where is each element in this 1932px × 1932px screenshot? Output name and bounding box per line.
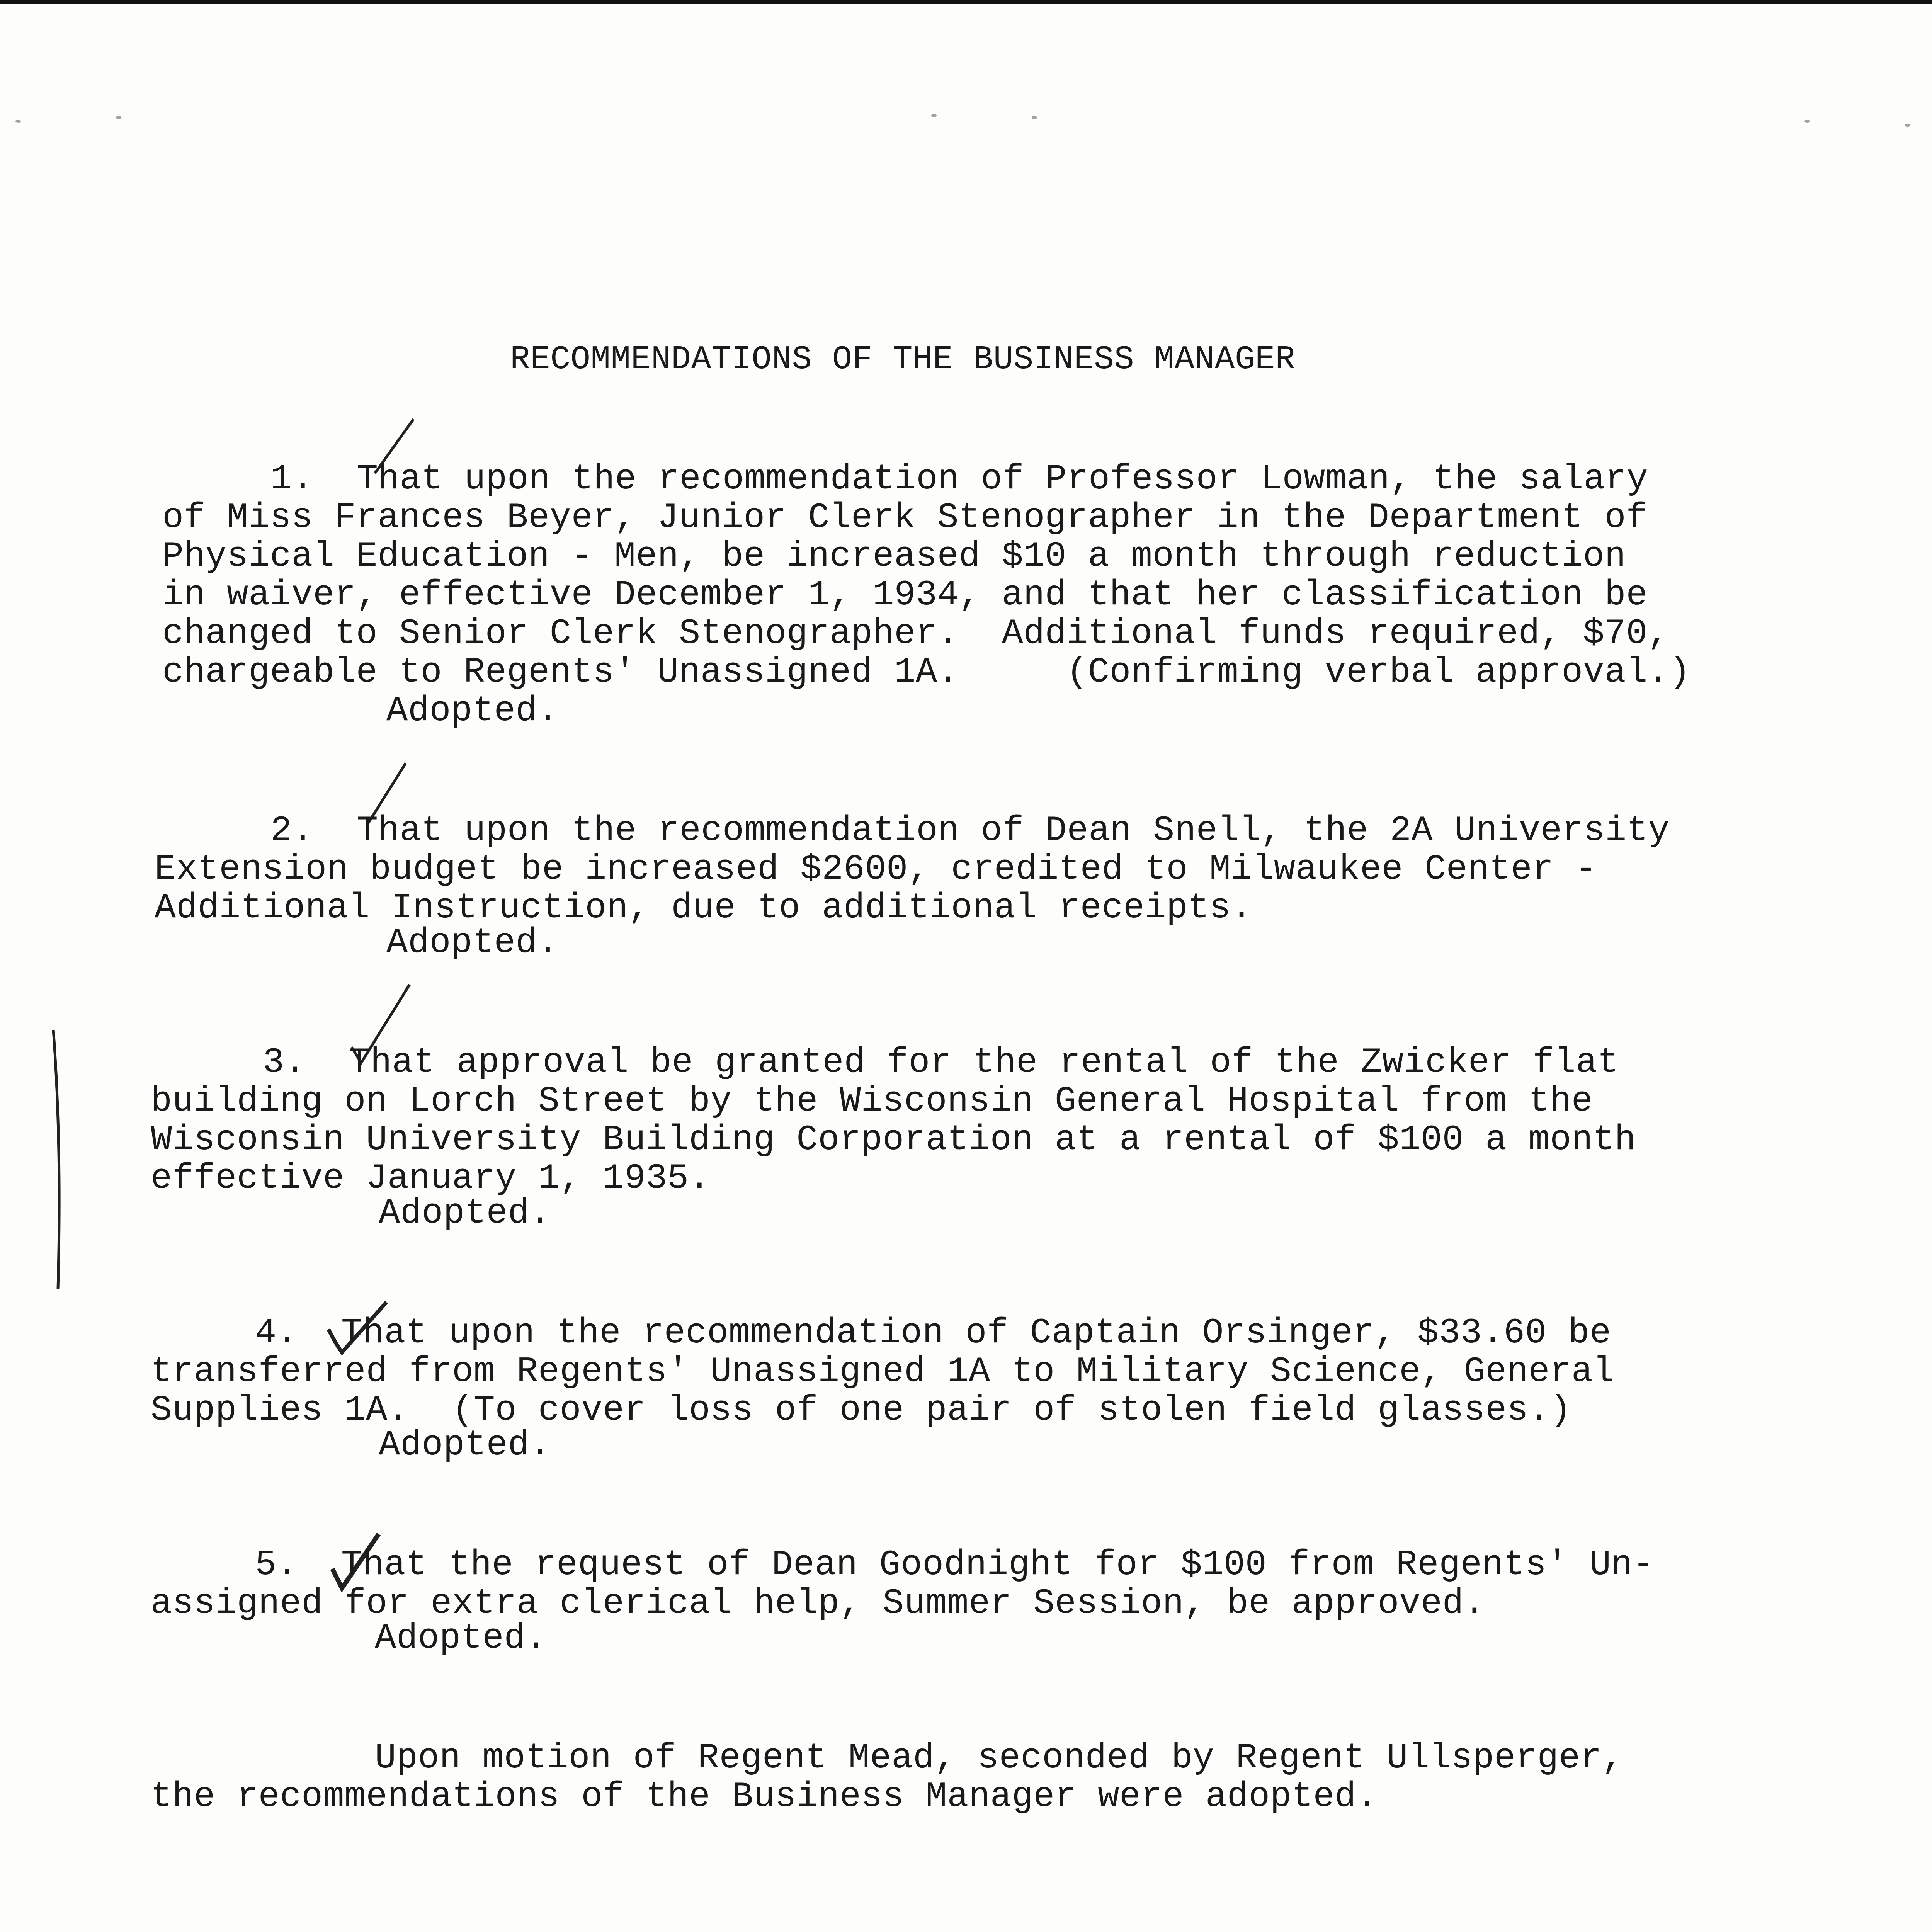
adopted-label: Adopted. (386, 922, 559, 963)
scan-speck (1905, 124, 1910, 127)
adopted-label: Adopted. (379, 1193, 551, 1233)
motion-line-1: Upon motion of Regent Mead, seconded by Regent Ullsperger, (375, 1738, 1624, 1778)
recommendation-line: effective January 1, 1935. (151, 1158, 711, 1199)
scan-speck (1804, 120, 1810, 123)
recommendation-line: Physical Education - Men, be increased $10 a month through reduction (162, 536, 1626, 577)
recommendation-line: transferred from Regents' Unassigned 1A to Military Science, General (151, 1351, 1615, 1392)
adopted-label: Adopted. (379, 1425, 551, 1465)
page-title: RECOMMENDATIONS OF THE BUSINESS MANAGER (510, 340, 1296, 378)
scan-speck (15, 120, 21, 123)
margin-bracket-mark (50, 1028, 66, 1291)
top-border (0, 0, 1932, 4)
recommendation-line: 5. That the request of Dean Goodnight for $100 from Regents' Un- (255, 1544, 1655, 1585)
recommendation-line: Additional Instruction, due to additional receipts. (155, 888, 1253, 928)
recommendation-line: changed to Senior Clerk Stenographer. Additional funds required, $70, (162, 613, 1669, 654)
scan-speck (931, 114, 937, 117)
scan-speck (116, 116, 121, 119)
recommendation-line: assigned for extra clerical help, Summer Session, be approved. (151, 1583, 1485, 1624)
recommendation-line: in waiver, effective December 1, 1934, and that her classification be (162, 575, 1648, 615)
recommendation-line: Supplies 1A. (To cover loss of one pair of stolen field glasses.) (151, 1390, 1571, 1430)
recommendation-line: 2. That upon the recommendation of Dean Snell, the 2A University (270, 810, 1670, 851)
recommendation-line: of Miss Frances Beyer, Junior Clerk Stenographer in the Department of (162, 497, 1648, 538)
recommendation-line: Extension budget be increased $2600, credited to Milwaukee Center - (155, 849, 1597, 889)
adopted-label: Adopted. (375, 1618, 547, 1658)
recommendation-line: 1. That upon the recommendation of Professor Lowman, the salary (270, 459, 1648, 499)
recommendation-line: 4. That upon the recommendation of Captain Orsinger, $33.60 be (255, 1313, 1611, 1353)
scan-speck (1032, 116, 1037, 119)
recommendation-line: chargeable to Regents' Unassigned 1A. (Confirming verbal approval.) (162, 652, 1691, 692)
recommendation-line: Wisconsin University Building Corporation at a rental of $100 a month (151, 1119, 1636, 1160)
recommendation-line: building on Lorch Street by the Wisconsin General Hospital from the (151, 1081, 1593, 1121)
recommendation-line: 3. That approval be granted for the rental of the Zwicker flat (263, 1042, 1619, 1083)
motion-line-2: the recommendations of the Business Manager were adopted. (151, 1776, 1378, 1817)
adopted-label: Adopted. (386, 690, 559, 731)
